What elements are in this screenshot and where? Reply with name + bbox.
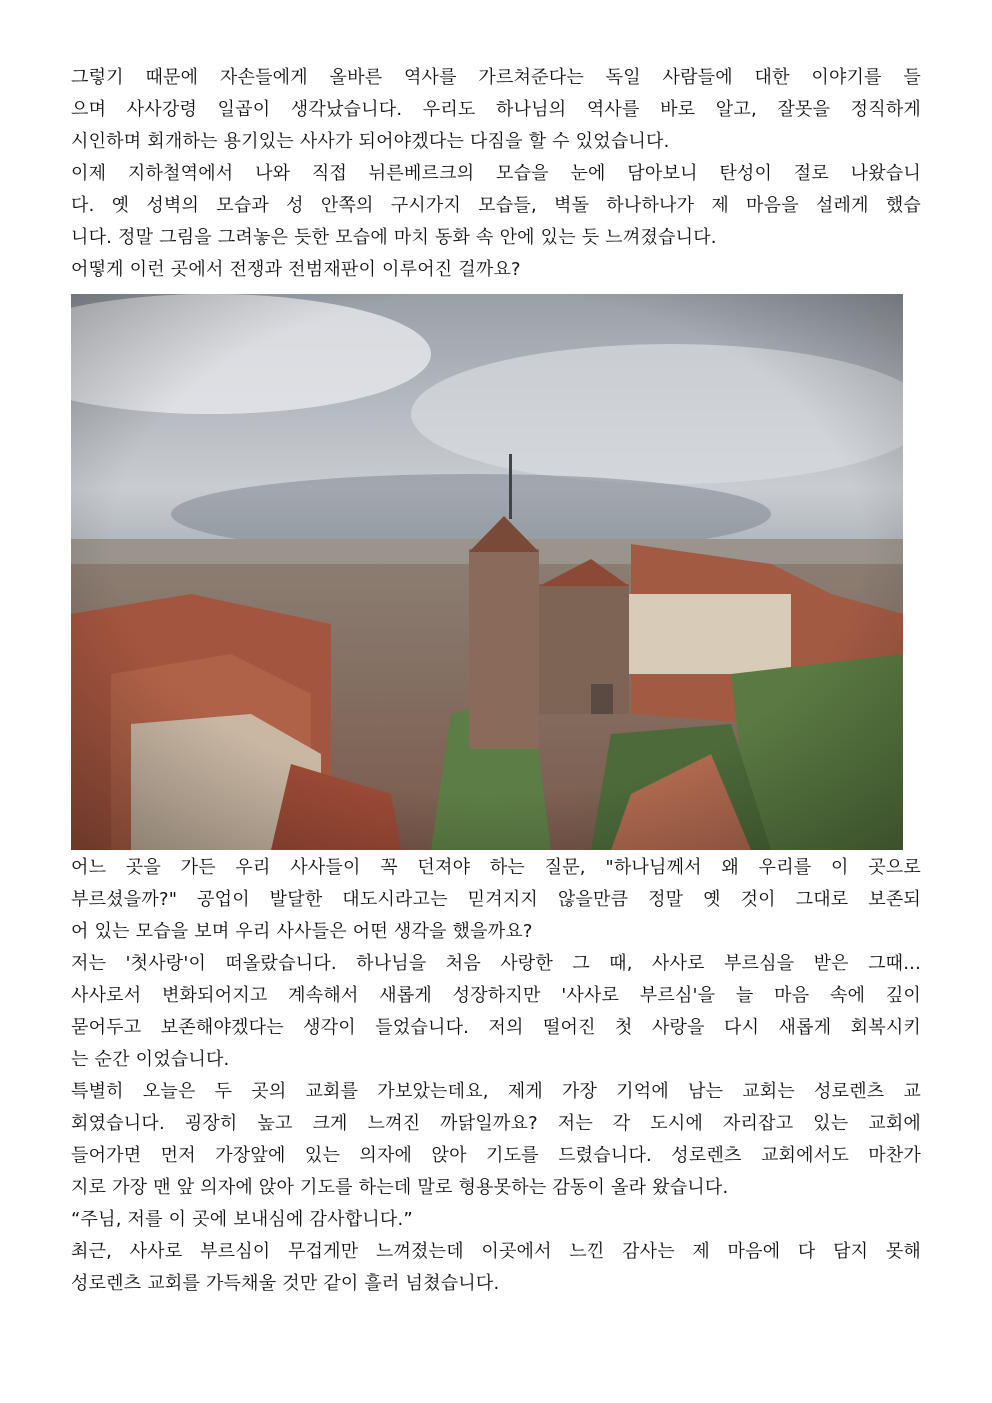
text-line: 그렇기 때문에 자손들에게 올바른 역사를 가르쳐준다는 독일 사람들에 대한 이야기를 들: [71, 67, 921, 88]
paragraph-block-2: [71, 852, 921, 1300]
text-line: 최근, 사사로 부르심이 무겁게만 느껴졌는데 이곳에서 느낀 감사는 제 마음에 다 담지 못해: [71, 1241, 921, 1262]
text-line: 특별히 오늘은 두 곳의 교회를 가보았는데요, 제게 가장 기억에 남는 교회는 성로렌츠 교: [71, 1081, 921, 1102]
text-line: 부르셨을까?" 공업이 발달한 대도시라고는 믿겨지지 않을만큼 정말 옛 것이 그대로 보존되: [71, 889, 921, 910]
text-line: 묻어두고 보존해야겠다는 생각이 들었습니다. 저의 떨어진 첫 사랑을 다시 새롭게 회복시키: [71, 1017, 921, 1038]
castle-photo: [71, 294, 903, 850]
text-line: 어느 곳을 가든 우리 사사들이 꼭 던져야 하는 질문, "하나님께서 왜 우리를 이 곳으로: [71, 857, 921, 878]
text-line: 시인하며 회개하는 용기있는 사사가 되어야겠다는 다짐을 할 수 있었습니다.: [71, 131, 670, 152]
text-line: 회였습니다. 굉장히 높고 크게 느껴진 까닭일까요? 저는 각 도시에 자리잡고 있는 교회에: [71, 1113, 921, 1134]
text-line: 들어가면 먼저 가장앞에 있는 의자에 앉아 기도를 드렸습니다. 성로렌츠 교회에서도 마찬가: [71, 1145, 921, 1166]
text-line: 저는 '첫사랑'이 떠올랐습니다. 하나님을 처음 사랑한 그 때, 사사로 부르심을 받은 그때...: [71, 953, 921, 974]
text-line: 니다. 정말 그림을 그려놓은 듯한 모습에 마치 동화 속 안에 있는 듯 느껴졌습니다.: [71, 227, 717, 248]
paragraph-block-1: [71, 62, 921, 286]
document-page: [71, 62, 921, 1300]
text-line: 으며 사사강령 일곱이 생각났습니다. 우리도 하나님의 역사를 바로 알고, 잘못을 정직하게: [71, 99, 921, 120]
text-line: 성로렌츠 교회를 가득채울 것만 같이 흘러 넘쳤습니다.: [71, 1273, 500, 1294]
text-line: 는 순간 이었습니다.: [71, 1049, 230, 1070]
text-line: “주님, 저를 이 곳에 보내심에 감사합니다.”: [71, 1209, 413, 1230]
text-line: 이제 지하철역에서 나와 직접 뉘른베르크의 모습을 눈에 담아보니 탄성이 절로 나왔습니: [71, 163, 921, 184]
text-line: 어 있는 모습을 보며 우리 사사들은 어떤 생각을 했을까요?: [71, 921, 533, 942]
text-line: 다. 옛 성벽의 모습과 성 안쪽의 구시가지 모습들, 벽돌 하나하나가 제 마음을 설레게 했습: [71, 195, 921, 216]
text-line: 어떻게 이런 곳에서 전쟁과 전범재판이 이루어진 걸까요?: [71, 259, 521, 280]
text-line: 지로 가장 맨 앞 의자에 앉아 기도를 하는데 말로 형용못하는 감동이 올라 왔습니다.: [71, 1177, 729, 1198]
text-line: 사사로서 변화되어지고 계속해서 새롭게 성장하지만 '사사로 부르심'을 늘 마음 속에 깊이: [71, 985, 921, 1006]
